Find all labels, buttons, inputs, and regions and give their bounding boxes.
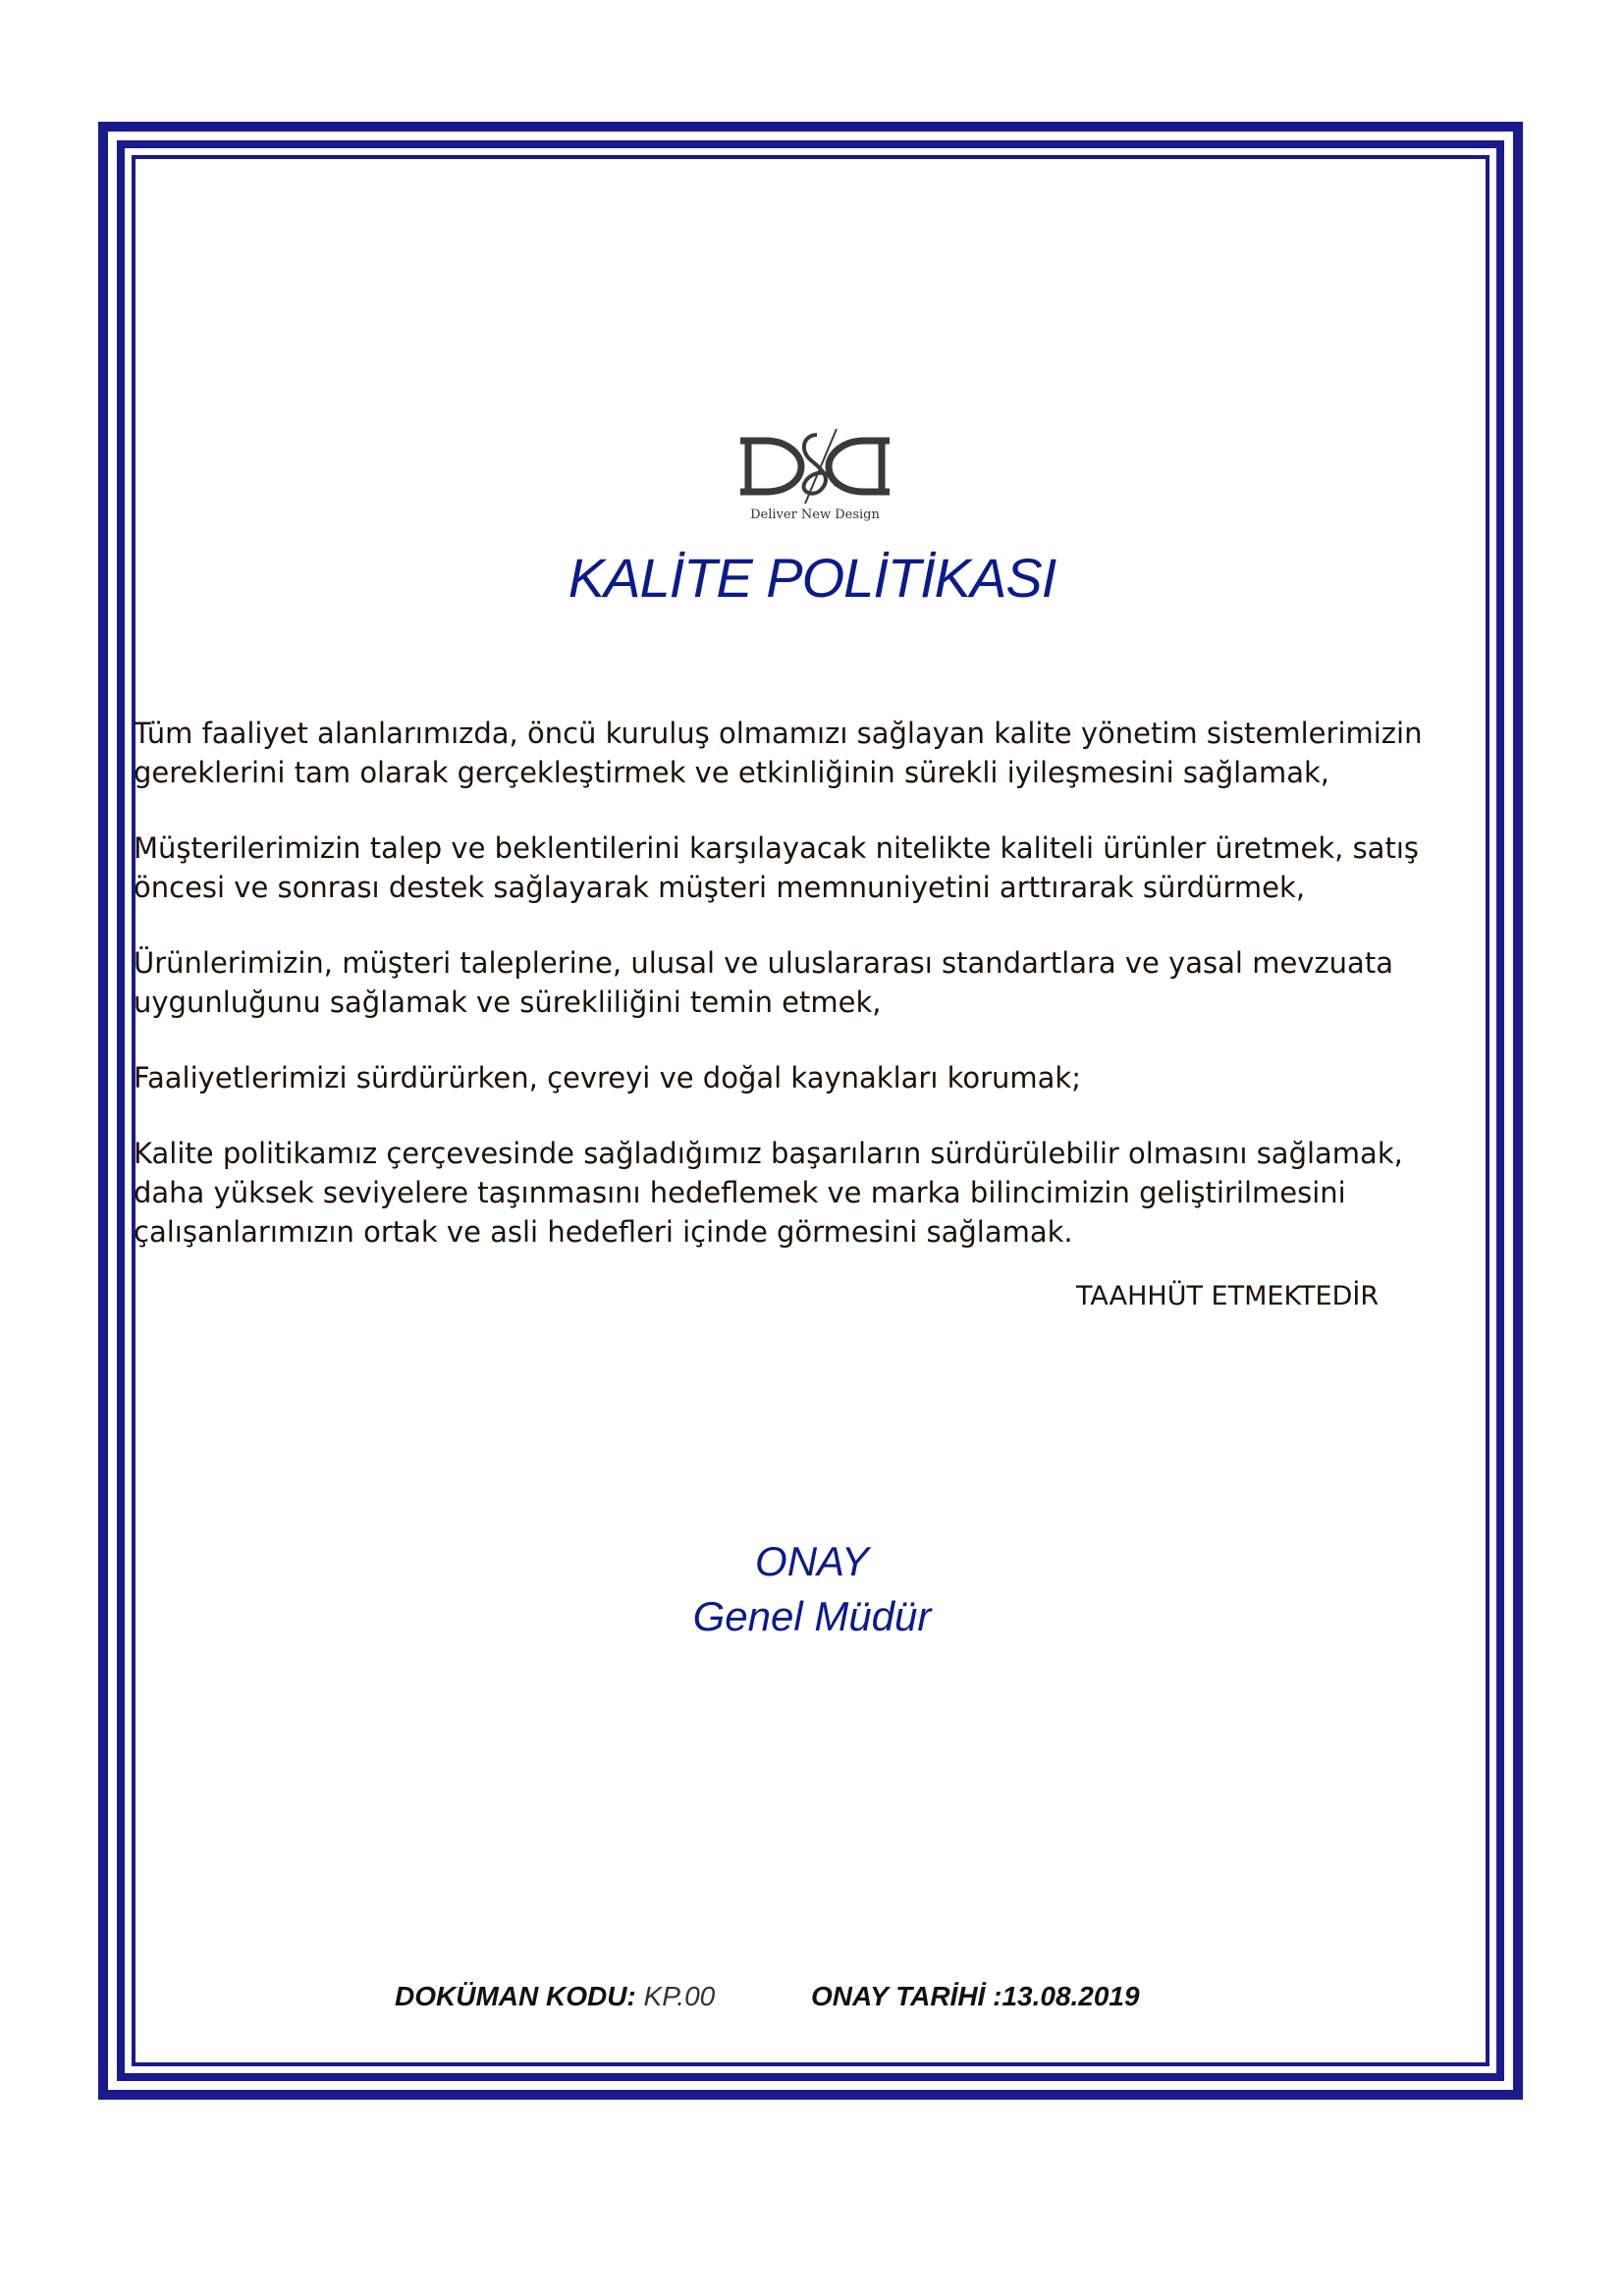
- paragraph-line: Faaliyetlerimizi sürdürürken, çevreyi ve doğal kaynakları korumak;: [134, 1061, 1081, 1095]
- policy-paragraph: [134, 1134, 1489, 1252]
- paragraph-line: uygunluğunu sağlamak ve sürekliliğini temin etmek,: [134, 986, 882, 1019]
- paragraph-line: Müşterilerimizin talep ve beklentilerini karşılayacak nitelikte kaliteli ürünler üretmek, satış: [134, 831, 1419, 865]
- policy-paragraph: [134, 828, 1489, 907]
- approval-date-label: ONAY TARİHİ :13.08.2019: [811, 1981, 1140, 2011]
- approval-block: [491, 1534, 1133, 1644]
- policy-paragraph: [134, 943, 1489, 1022]
- document-code-label: DOKÜMAN KODU:: [395, 1981, 636, 2011]
- paragraph-line: öncesi ve sonrası destek sağlayarak müşteri memnuniyetini arttırarak sürdürmek,: [134, 871, 1306, 904]
- paragraph-line: Kalite politikamız çerçevesinde sağladığımız başarıların sürdürülebilir olmasını sağlamak,: [134, 1137, 1403, 1170]
- paragraph-line: Tüm faaliyet alanlarımızda, öncü kuruluş olmamızı sağlayan kalite yönetim sistemlerimizin: [134, 717, 1423, 750]
- paragraph-line: çalışanlarımızın ortak ve asli hedefleri içinde görmesini sağlamak.: [134, 1215, 1073, 1249]
- policy-paragraph: [134, 1058, 1489, 1097]
- paragraph-line: gereklerini tam olarak gerçekleştirmek ve etkinliğinin sürekli iyileşmesini sağlamak,: [134, 756, 1330, 789]
- logo-monogram-icon: [727, 427, 903, 506]
- approval-heading: ONAY: [755, 1538, 869, 1584]
- paragraph-line: Ürünlerimizin, müşteri taleplerine, ulusal ve uluslararası standartlara ve yasal mevzuata: [134, 946, 1393, 980]
- logo-tagline: Deliver New Design: [750, 507, 880, 522]
- company-logo: [727, 427, 903, 535]
- approval-role: Genel Müdür: [692, 1593, 932, 1639]
- policy-paragraph: [134, 714, 1489, 792]
- policy-body: [134, 714, 1489, 1288]
- commitment-statement: TAAHHÜT ETMEKTEDİR: [1076, 1281, 1380, 1311]
- document-code-value: KP.00: [643, 1981, 716, 2011]
- approval-date: [811, 1981, 1140, 2012]
- paragraph-line: daha yüksek seviyelere taşınmasını hedeflemek ve marka bilincimizin geliştirilmesini: [134, 1176, 1346, 1209]
- document-code: [395, 1981, 715, 2012]
- page-title: KALİTE POLİTİKASI: [568, 547, 1056, 609]
